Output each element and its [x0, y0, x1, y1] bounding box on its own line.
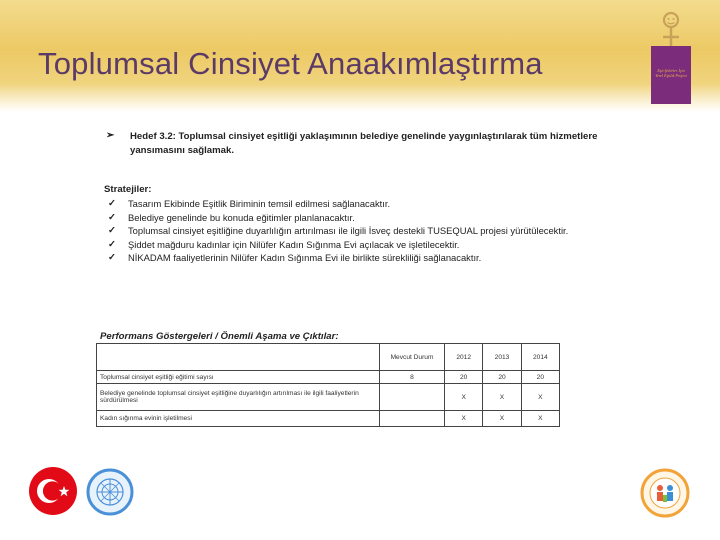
current-cell [380, 411, 445, 427]
children-friendly-city-logo [640, 468, 690, 518]
un-emblem-icon [86, 468, 134, 516]
strategy-text: Tasarım Ekibinde Eşitlik Biriminin temsil edilmesi sağlanacaktır. [128, 198, 391, 209]
slide-title: Toplumsal Cinsiyet Anaakımlaştırma [38, 46, 543, 81]
performance-table [96, 343, 560, 427]
table-header-row [97, 344, 560, 371]
indicator-cell: Kadın sığınma evinin işletilmesi [97, 411, 380, 427]
check-icon: ✓ [108, 252, 117, 263]
strategy-item [104, 239, 614, 251]
goal-text: Hedef 3.2: Toplumsal cinsiyet eşitliği yaklaşımının belediye genelinde yaygınlaştırılarak tüm hizmetlere yansımasını sağlamak. [130, 131, 598, 156]
corner-logo-text: Eşit Şehirler İçin Yerel Eşitlik Projesi [655, 68, 687, 78]
indicator-cell: Belediye genelinde toplumsal cinsiyet eşitliğine duyarlılığın artırılması ile ilgili faaliyetlerin sürdürülmesi [97, 384, 380, 411]
check-icon: ✓ [108, 238, 117, 250]
strategy-item [104, 225, 614, 237]
indicator-cell: Toplumsal cinsiyet eşitliği eğitimi sayısı [97, 371, 380, 384]
year-2012-cell: X [445, 411, 483, 427]
strategy-text: Toplumsal cinsiyet eşitliğine duyarlılığın artırılması ile ilgili İsveç destekli TUSEQUAL projesi yürütülecektir. [128, 225, 569, 236]
table-header-cell: 2012 [445, 344, 483, 371]
year-2014-cell: X [521, 384, 559, 411]
table-row [97, 371, 560, 384]
year-2014-cell: 20 [521, 371, 559, 384]
strategy-text: NİKADAM faaliyetlerinin Nilüfer Kadın Sığınma Evi ile birlikte sürekliliği sağlanacaktır. [128, 252, 482, 263]
performance-title: Performans Göstergeleri / Önemli Aşama ve Çıktılar: [100, 331, 339, 342]
strategies-list [104, 198, 614, 266]
turkish-flag-icon [28, 466, 78, 516]
year-2013-cell: 20 [483, 371, 521, 384]
document-image [90, 122, 630, 442]
year-2013-cell: X [483, 384, 521, 411]
check-icon: ✓ [108, 225, 117, 236]
table-header-cell: 2014 [521, 344, 559, 371]
current-cell [380, 384, 445, 411]
table-header-cell [97, 344, 380, 371]
strategy-item [104, 198, 614, 210]
arrow-bullet-icon: ➢ [106, 130, 115, 141]
table-header-cell: 2013 [483, 344, 521, 371]
strategies-title: Stratejiler: [104, 184, 152, 195]
strategy-item [104, 212, 614, 224]
year-2013-cell: X [483, 411, 521, 427]
strategy-item [104, 252, 614, 264]
table-row [97, 384, 560, 411]
table-header-cell: Mevcut Durum [380, 344, 445, 371]
year-2012-cell: 20 [445, 371, 483, 384]
strategy-text: Belediye genelinde bu konuda eğitimler planlanacaktır. [128, 211, 355, 223]
corner-logo [651, 10, 691, 104]
year-2014-cell: X [521, 411, 559, 427]
strategy-text: Şiddet mağduru kadınlar için Nilüfer Kadın Sığınma Evi açılacak ve işletilecektir. [128, 238, 460, 250]
current-cell: 8 [380, 371, 445, 384]
check-icon: ✓ [108, 211, 117, 223]
table-row [97, 411, 560, 427]
year-2012-cell: X [445, 384, 483, 411]
check-icon: ✓ [108, 198, 117, 209]
